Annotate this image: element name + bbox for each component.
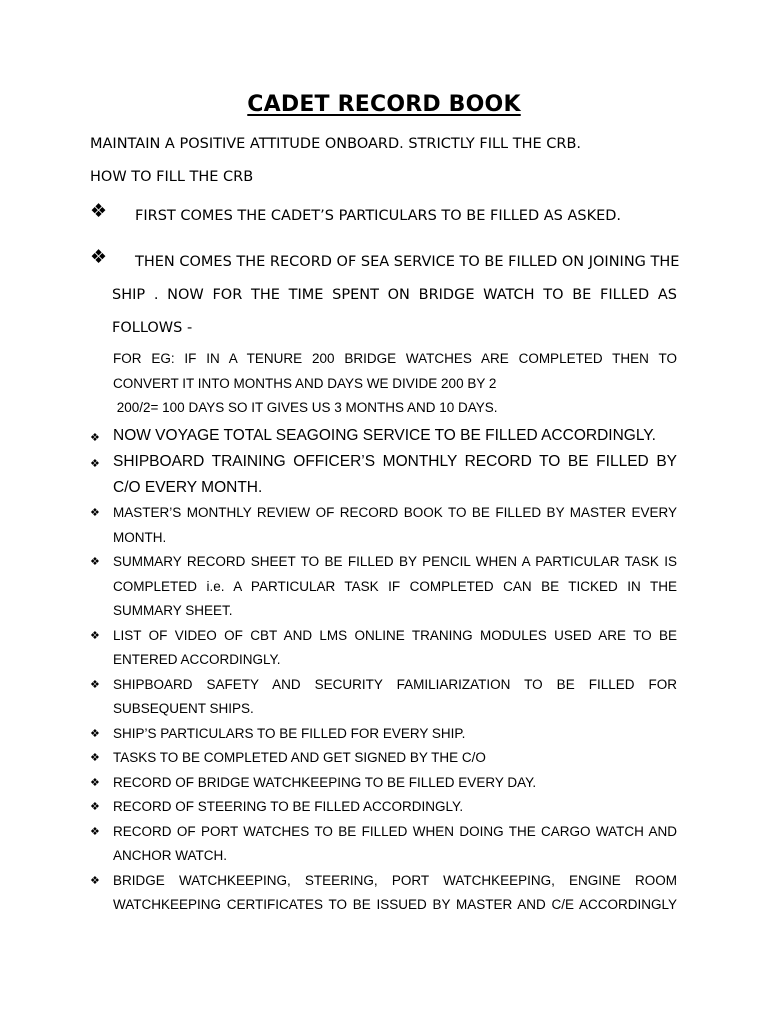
list-item <box>90 673 677 722</box>
diamond-bullet-icon: ❖ <box>90 776 100 789</box>
item-sea-service <box>112 246 680 345</box>
list-item <box>90 624 677 673</box>
diamond-bullet-icon: ❖ <box>90 246 108 268</box>
item-sea-service-line1: THEN COMES THE RECORD OF SEA SERVICE TO BE FILLED ON JOINING THE <box>135 254 680 270</box>
example-line-1: FOR EG: IF IN A TENURE 200 BRIDGE WATCHES ARE COMPLETED THEN TO <box>113 351 677 366</box>
diamond-bullet-icon: ❖ <box>90 801 100 813</box>
example-paragraph <box>113 347 677 421</box>
diamond-bullet-icon: ❖ <box>90 629 100 642</box>
diamond-bullet-icon: ❖ <box>90 825 100 838</box>
diamond-bullet-icon: ❖ <box>90 678 100 691</box>
list-item-text: MASTER’S MONTHLY REVIEW OF RECORD BOOK TO BE FILLED BY MASTER EVERY MONTH. <box>113 505 677 545</box>
diamond-bullet-icon: ❖ <box>90 752 100 764</box>
diamond-bullet-icon: ❖ <box>90 874 100 887</box>
diamond-bullet-icon: ❖ <box>90 432 100 444</box>
example-line-2: CONVERT IT INTO MONTHS AND DAYS WE DIVIDE 200 BY 2 <box>113 375 497 391</box>
diamond-bullet-icon: ❖ <box>90 556 100 568</box>
list-item-text: SHIPBOARD SAFETY AND SECURITY FAMILIARIZATION TO BE FILLED FOR SUBSEQUENT SHIPS. <box>113 676 677 716</box>
example-line-3: 200/2= 100 DAYS SO IT GIVES US 3 MONTHS AND 10 DAYS. <box>113 400 498 415</box>
list-item <box>90 550 677 624</box>
list-item-text: NOW VOYAGE TOTAL SEAGOING SERVICE TO BE FILLED ACCORDINGLY. <box>113 427 656 444</box>
diamond-bullet-icon: ❖ <box>90 727 100 740</box>
list-item-text: RECORD OF STEERING TO BE FILLED ACCORDINGLY. <box>113 799 464 814</box>
intro-line-how-to: HOW TO FILL THE CRB <box>90 169 254 185</box>
diamond-bullet-icon: ❖ <box>90 458 100 470</box>
list-item-text: SHIP’S PARTICULARS TO BE FILLED FOR EVERY SHIP. <box>113 725 466 741</box>
list-item <box>90 722 677 747</box>
diamond-bullet-icon: ❖ <box>90 507 100 519</box>
list-item <box>90 746 677 771</box>
diamond-bullet-icon: ❖ <box>90 200 108 222</box>
item-sea-service-rest: SHIP . NOW FOR THE TIME SPENT ON BRIDGE WATCH TO BE FILLED AS FOLLOWS - <box>112 287 677 336</box>
list-item-text: SHIPBOARD TRAINING OFFICER’S MONTHLY RECORD TO BE FILLED BY C/O EVERY MONTH. <box>113 453 677 496</box>
list-item-text: RECORD OF BRIDGE WATCHKEEPING TO BE FILLED EVERY DAY. <box>113 774 537 790</box>
list-item <box>90 771 677 796</box>
list-item <box>90 795 677 820</box>
list-item <box>90 423 677 449</box>
list-item-text: SUMMARY RECORD SHEET TO BE FILLED BY PENCIL WHEN A PARTICULAR TASK IS COMPLETED i.e. A PARTICULAR TASK IF COMPLETED CAN BE TICKED IN THE SUMMARY SHEET. <box>113 554 677 618</box>
list-item-text: TASKS TO BE COMPLETED AND GET SIGNED BY THE C/O <box>113 750 486 765</box>
list-item <box>90 869 677 918</box>
list-item <box>90 501 677 550</box>
item-cadet-particulars: FIRST COMES THE CADET’S PARTICULARS TO BE FILLED AS ASKED. <box>135 208 622 224</box>
list-item-text: RECORD OF PORT WATCHES TO BE FILLED WHEN DOING THE CARGO WATCH AND ANCHOR WATCH. <box>113 823 677 863</box>
list-item-text: LIST OF VIDEO OF CBT AND LMS ONLINE TRANING MODULES USED ARE TO BE ENTERED ACCORDINGLY. <box>113 627 677 667</box>
list-item <box>90 820 677 869</box>
instructions-list <box>90 423 677 918</box>
page-title: CADET RECORD BOOK <box>247 92 521 117</box>
list-item <box>90 449 677 501</box>
intro-line-attitude: MAINTAIN A POSITIVE ATTITUDE ONBOARD. STRICTLY FILL THE CRB. <box>90 136 582 152</box>
list-item-text: BRIDGE WATCHKEEPING, STEERING, PORT WATCHKEEPING, ENGINE ROOM WATCHKEEPING CERTIFICATES TO BE ISSUED BY MASTER AND C/E ACCORDINGLY <box>113 872 677 912</box>
